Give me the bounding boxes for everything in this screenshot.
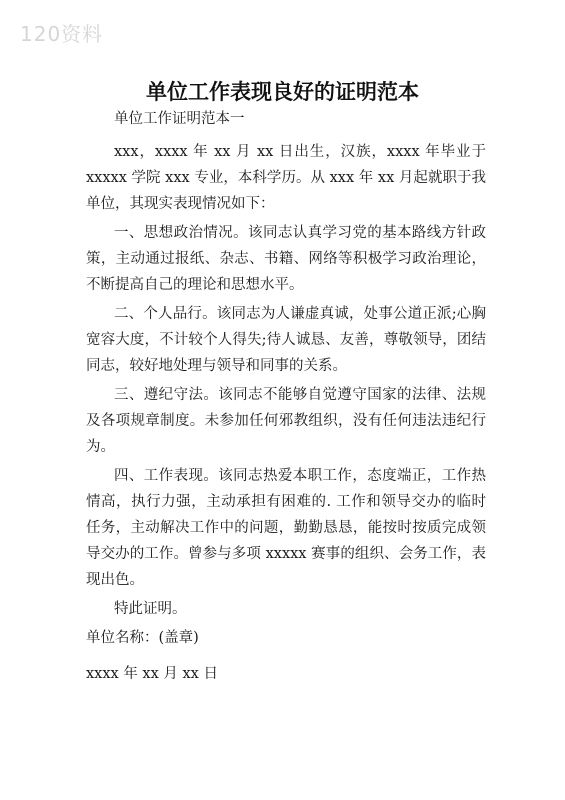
document-title: 单位工作表现良好的证明范本 — [146, 80, 419, 104]
discipline-paragraph: 三、遵纪守法。该同志不能够自觉遵守国家的法律、法规及各项规章制度。未参加任何邪教组织，没有任何违法违纪行为。 — [86, 387, 486, 455]
intro-paragraph: xxx，xxxx 年 xx 月 xx 日出生，汉族，xxxx 年毕业于 xxxxx 学院 xxx 专业，本科学历。从 xxx 年 xx 月起就职于我单位，其现实表现情况如下： — [86, 144, 486, 212]
political-paragraph: 一、思想政治情况。该同志认真学习党的基本路线方针政策，主动通过报纸、杂志、书籍、网络等积极学习政治理论，不断提高自己的理论和思想水平。 — [86, 225, 486, 293]
document-body — [86, 106, 486, 690]
watermark-logo: 120资料 — [20, 22, 104, 46]
closing-text: 特此证明。 — [114, 601, 187, 617]
date-line: xxxx 年 xx 月 xx 日 — [86, 666, 218, 682]
performance-paragraph: 四、工作表现。该同志热爱本职工作，态度端正，工作热情高，执行力强，主动承担有困难的. 工作和领导交办的临时任务，主动解决工作中的问题，勤勤恳恳，能按时按质完成领导交办的工作。曾参与多项 xxxxx 赛事的组织、会务工作，表现出色。 — [86, 468, 486, 588]
unit-name-line: 单位名称：(盖章) — [86, 630, 199, 646]
character-paragraph: 二、个人品行。该同志为人谦虚真诚，处事公道正派;心胸宽容大度，不计较个人得失;待人诚恳、友善，尊敬领导，团结同志，较好地处理与领导和同事的关系。 — [86, 306, 486, 374]
document-subtitle: 单位工作证明范本一 — [114, 111, 245, 127]
